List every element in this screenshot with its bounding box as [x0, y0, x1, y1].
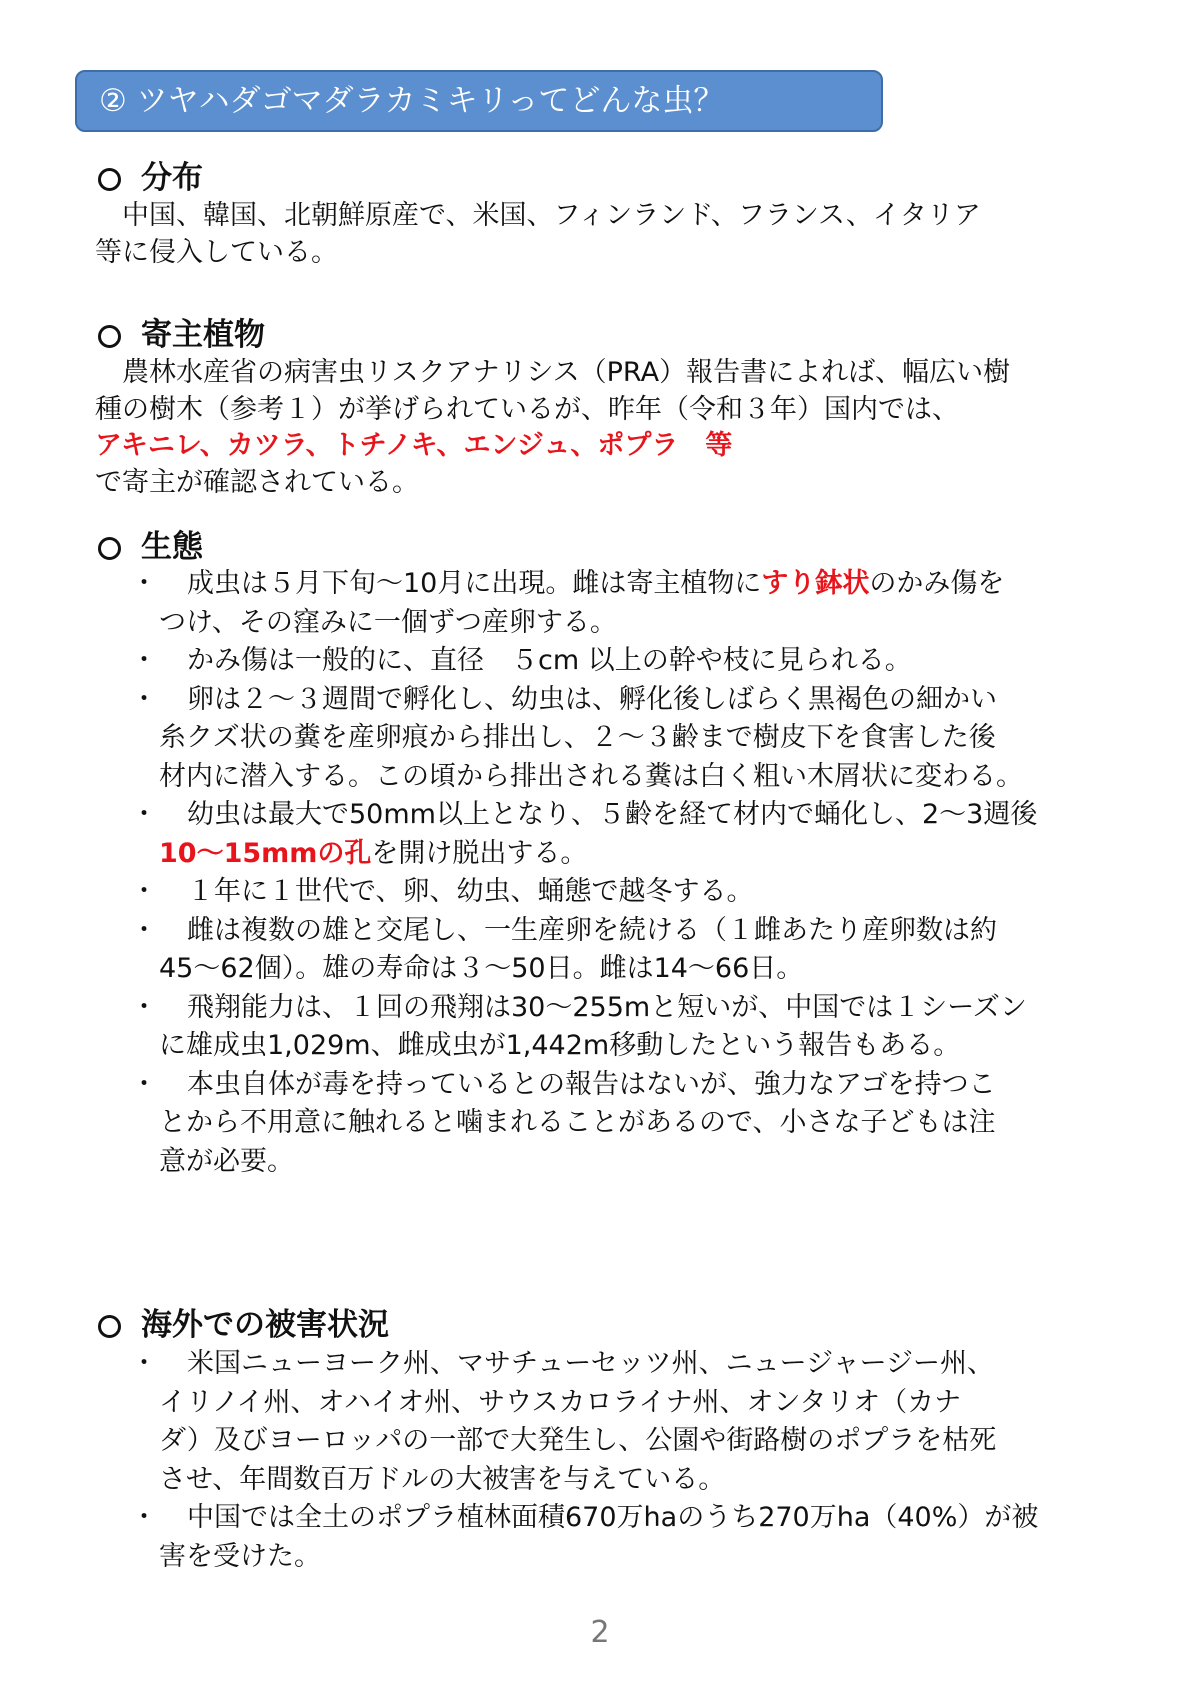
text-line: 卵は２～３週間で孵化し、幼虫は、孵化後しばらく黒褐色の細かい	[187, 683, 997, 715]
text-line: ダ）及びヨーロッパの一部で大発生し、公園や街路樹のポプラを枯死	[159, 1425, 997, 1456]
text-line: 害を受けた。	[159, 1540, 321, 1572]
text-line: つけ、その窪みに一個ずつ産卵する。	[159, 606, 617, 638]
text-line: させ、年間数百万ドルの大被害を与えている。	[159, 1463, 726, 1495]
list-item	[135, 642, 1135, 681]
heading-text: 分布	[141, 160, 203, 196]
list-item	[135, 989, 1135, 1066]
text-line: 意が必要。	[159, 1145, 294, 1177]
text-line: 幼虫は最大で50mm以上となり、５齢を経て材内で蛹化し、2～3週後	[187, 799, 1038, 830]
overseas-bullet-list	[135, 1345, 1135, 1576]
heading-text: 寄主植物	[141, 317, 265, 353]
list-item	[135, 912, 1135, 989]
list-item	[135, 873, 1135, 912]
text-line: １年に１世代で、卵、幼虫、蛹態で越冬する。	[187, 876, 754, 907]
list-item	[135, 1066, 1135, 1182]
text-line: 糸クズ状の糞を産卵痕から排出し、２～３齢まで樹皮下を食害した後	[159, 722, 996, 753]
circle-bullet-icon	[98, 1315, 121, 1338]
text-line: 本虫自体が毒を持っているとの報告はないが、強力なアゴを持つこ	[187, 1068, 996, 1100]
host-plants-highlight: アキニレ、カツラ、トチノキ、エンジュ、ポプラ 等	[95, 430, 733, 461]
list-item	[135, 796, 1135, 873]
distribution-paragraph	[95, 198, 1125, 271]
text-line: で寄主が確認されている。	[95, 466, 419, 498]
host-plants-paragraph	[95, 355, 1125, 501]
circle-bullet-icon	[98, 168, 121, 191]
circle-bullet-icon	[98, 537, 121, 560]
text-line: 種の樹木（参考１）が挙げられているが、昨年（令和３年）国内では、	[95, 393, 959, 425]
text-line: 材内に潜入する。この頃から排出される糞は白く粗い木屑状に変わる。	[159, 760, 1023, 792]
highlight-text: すり鉢状	[761, 568, 870, 599]
bullet-dot-icon: ・	[133, 879, 156, 904]
text-line: かみ傷は一般的に、直径 ５cm 以上の幹や枝に見られる。	[187, 645, 912, 676]
bullet-dot-icon: ・	[133, 802, 156, 827]
bullet-dot-icon: ・	[133, 648, 156, 673]
text-line: 雌は複数の雄と交尾し、一生産卵を続ける（１雌あたり産卵数は約	[187, 914, 997, 946]
text-line: 10～15mmの孔を開け脱出する。	[159, 837, 588, 869]
bullet-dot-icon: ・	[133, 994, 156, 1020]
section-heading-overseas-damage	[98, 1305, 389, 1345]
text-line: 成虫は５月下旬～10月に出現。雌は寄主植物にすり鉢状のかみ傷を	[187, 568, 1005, 599]
heading-text: 生態	[141, 529, 203, 565]
circle-bullet-icon	[98, 325, 121, 348]
text-line: 農林水産省の病害虫リスクアナリシス（PRA）報告書によれば、幅広い樹	[95, 357, 1011, 388]
text-line: 飛翔能力は、１回の飛翔は30～255mと短いが、中国では１シーズン	[187, 991, 1027, 1023]
list-item	[135, 565, 1135, 642]
text-line: 中国では全土のポプラ植林面積670万haのうち270万ha（40%）が被	[187, 1502, 1039, 1533]
section-heading-distribution	[98, 158, 203, 198]
bullet-dot-icon: ・	[133, 1505, 156, 1530]
text-line: イリノイ州、オハイオ州、サウスカロライナ州、オンタリオ（カナ	[159, 1386, 962, 1418]
bullet-dot-icon: ・	[133, 686, 156, 712]
bullet-dot-icon: ・	[133, 1071, 156, 1097]
text-line: 等に侵入している。	[95, 236, 338, 268]
ecology-bullet-list	[135, 565, 1135, 1181]
section-heading-ecology	[98, 527, 203, 567]
list-item	[135, 681, 1135, 797]
bullet-dot-icon: ・	[133, 1351, 156, 1376]
bullet-dot-icon: ・	[133, 917, 156, 943]
text-line: 45～62個）。雄の寿命は３～50日。雌は14～66日。	[159, 953, 804, 984]
text-line: に雄成虫1,029m、雌成虫が1,442m移動したという報告もある。	[159, 1030, 961, 1061]
page-title: ② ツヤハダゴマダラカミキリってどんな虫？	[75, 70, 883, 132]
text-line: とから不用意に触れると噛まれることがあるので、小さな子どもは注	[159, 1107, 996, 1138]
list-item	[135, 1345, 1135, 1499]
list-item	[135, 1499, 1135, 1576]
text-line: 米国ニューヨーク州、マサチューセッツ州、ニュージャージー州、	[187, 1348, 995, 1379]
bullet-dot-icon: ・	[133, 571, 156, 596]
page-number: 2	[590, 1615, 610, 1650]
section-heading-host-plants	[98, 315, 265, 355]
highlight-text: 10～15mmの孔	[159, 837, 372, 869]
heading-text: 海外での被害状況	[141, 1307, 389, 1343]
text-line: 中国、韓国、北朝鮮原産で、米国、フィンランド、フランス、イタリア	[95, 200, 981, 231]
